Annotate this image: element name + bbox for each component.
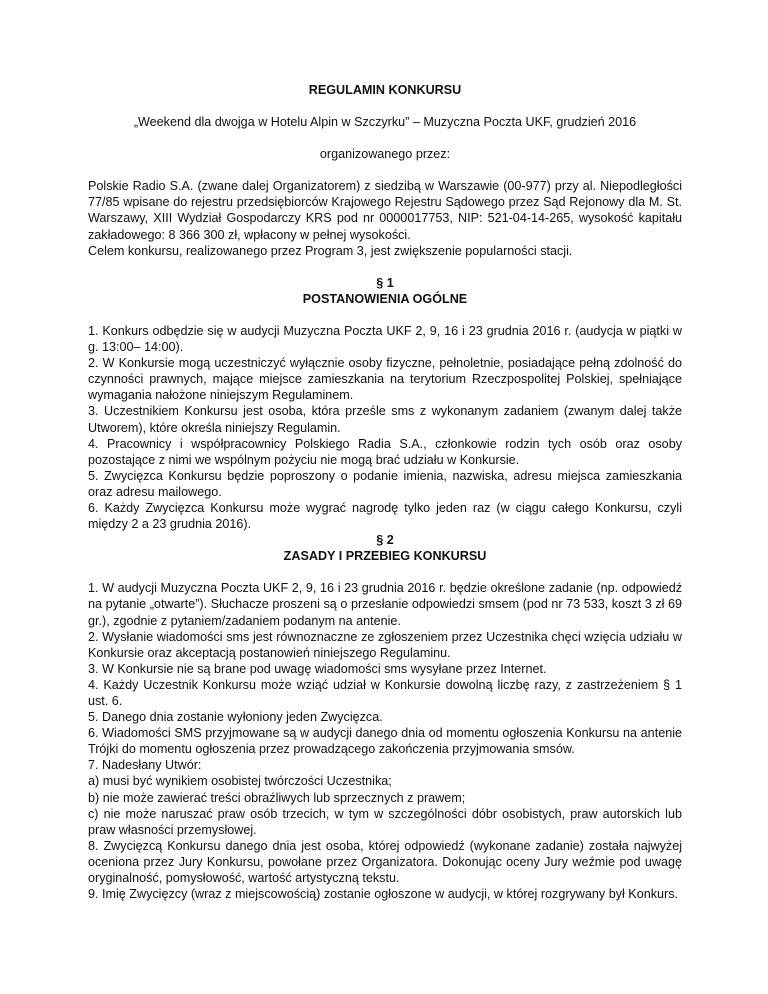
list-item: 1. Konkurs odbędzie się w audycji Muzyczna Poczta UKF 2, 9, 16 i 23 grudnia 2016 r. (audycja w piątki w g. 13:00– 14:00).	[88, 323, 682, 355]
list-item: 9. Imię Zwycięzcy (wraz z miejscowością) zostanie ogłoszone w audycji, w której rozgrywany był Konkurs.	[88, 887, 679, 902]
list-item: 7. Nadesłany Utwór:	[88, 758, 202, 773]
contest-purpose: Celem konkursu, realizowanego przez Program 3, jest zwiększenie popularności stacji.	[88, 243, 573, 258]
list-item: 3. W Konkursie nie są brane pod uwagę wiadomości sms wysyłane przez Internet.	[88, 661, 547, 676]
document-title: REGULAMIN KONKURSU	[308, 83, 462, 97]
document-page	[88, 82, 682, 902]
document-subtitle: „Weekend dla dwojga w Hotelu Alpin w Szczyrku” – Muzyczna Poczta UKF, grudzień 2016	[133, 115, 637, 130]
section-1-title: POSTANOWIENIA OGÓLNE	[302, 291, 468, 306]
organized-by: organizowanego przez:	[319, 147, 451, 162]
list-item: b) nie może zawierać treści obraźliwych lub sprzecznych z prawem;	[88, 790, 466, 805]
list-item: 6. Każdy Zwycięzca Konkursu może wygrać nagrodę tylko jeden raz (w ciągu całego Konkursu, czyli między 2 a 23 grudnia 2016).	[88, 500, 682, 532]
list-item: 1. W audycji Muzyczna Poczta UKF 2, 9, 16 i 23 grudnia 2016 r. będzie określone zadanie (np. odpowiedź na pytanie „otwarte”). Słuchacze proszeni są o przesłanie odpowiedzi smsem (pod nr 73 533, koszt 3 zł 69 gr.), zgodnie z pytaniem/zadaniem podanym na antenie.	[88, 581, 682, 628]
section-2-list	[88, 580, 682, 902]
organizer-description: Polskie Radio S.A. (zwane dalej Organizatorem) z siedzibą w Warszawie (00-977) przy al. Niepodległości 77/85 wpisane do rejestru przedsiębiorców Krajowego Rejestru Sądowego przez Sąd Rejonowy dla M. St. Warszawy, XIII Wydział Gospodarczy KRS pod nr 0000017753, NIP: 521-04-14-265, wysokość kapitału zakładowego: 8 366 300 zł, wpłacony w pełnej wysokości.	[88, 179, 682, 242]
list-item: 5. Zwycięzca Konkursu będzie poproszony o podanie imienia, nazwiska, adresu miejsca zamieszkania oraz adresu mailowego.	[88, 468, 682, 499]
intro-block	[88, 178, 682, 258]
section-2-number: § 2	[376, 533, 394, 548]
section-1-heading	[88, 275, 682, 307]
list-item: 5. Danego dnia zostanie wyłoniony jeden Zwycięzca.	[88, 710, 383, 725]
list-item: 2. Wysłanie wiadomości sms jest równoznaczne ze zgłoszeniem przez Uczestnika chęci wzięcia udziału w Konkursie oraz akceptacją postanowień niniejszego Regulaminu.	[88, 629, 682, 660]
section-2-heading	[88, 532, 682, 564]
list-item: 4. Pracownicy i współpracownicy Polskiego Radia S.A., członkowie rodzin tych osób oraz osoby pozostające z nimi we wspólnym pożyciu nie mogą brać udziału w Konkursie.	[88, 436, 682, 467]
list-item: a) musi być wynikiem osobistej twórczości Uczestnika;	[88, 774, 392, 789]
list-item: 6. Wiadomości SMS przyjmowane są w audycji danego dnia od momentu ogłoszenia Konkursu na antenie Trójki do momentu ogłoszenia przez prowadzącego zakończenia przyjmowania smsów.	[88, 726, 682, 757]
list-item: 8. Zwycięzcą Konkursu danego dnia jest osoba, której odpowiedź (wykonane zadanie) została najwyżej oceniona przez Jury Konkursu, powołane przez Organizatora. Dokonując oceny Jury weźmie pod uwagę oryginalność, pomysłowość, wartość artystyczną tekstu.	[88, 838, 682, 886]
section-1-number: § 1	[376, 275, 394, 290]
section-2-title: ZASADY I PRZEBIEG KONKURSU	[283, 549, 487, 564]
list-item: c) nie może naruszać praw osób trzecich, w tym w szczególności dóbr osobistych, praw autorskich lub praw własności przemysłowej.	[88, 806, 682, 837]
section-1-list	[88, 323, 682, 532]
list-item: 3. Uczestnikiem Konkursu jest osoba, która prześle sms z wykonanym zadaniem (zwanym dalej także Utworem), które określa niniejszy Regulamin.	[88, 404, 682, 435]
list-item: 2. W Konkursie mogą uczestniczyć wyłącznie osoby fizyczne, pełnoletnie, posiadające pełną zdolność do czynności prawnych, mające miejsce zamieszkania na terytorium Rzeczpospolitej Polskiej, spełniające wymagania nałożone niniejszym Regulaminem.	[88, 356, 682, 403]
list-item: 4. Każdy Uczestnik Konkursu może wziąć udział w Konkursie dowolną liczbę razy, z zastrzeżeniem § 1 ust. 6.	[88, 677, 682, 708]
